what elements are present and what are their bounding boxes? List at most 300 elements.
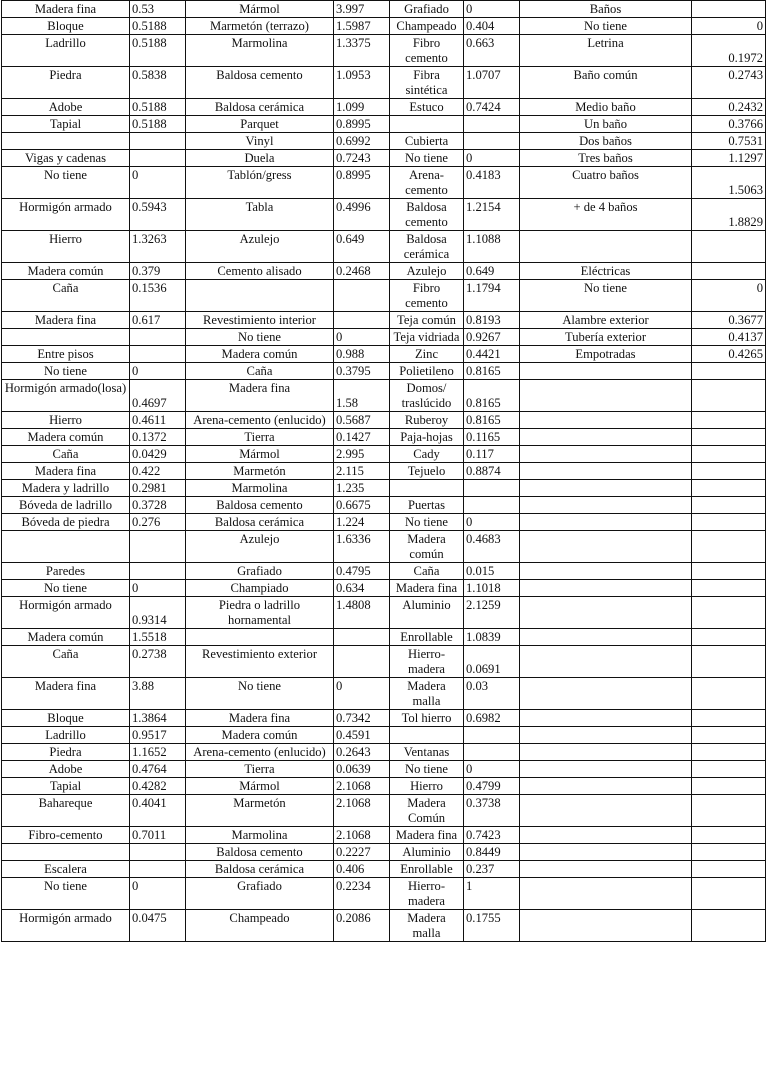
label-cell: Baldosa cemento bbox=[186, 844, 334, 861]
label-cell: Madera fina bbox=[2, 678, 130, 710]
value-cell: 1.58 bbox=[334, 380, 390, 412]
value-cell: 0.6675 bbox=[334, 497, 390, 514]
label-cell: Tierra bbox=[186, 761, 334, 778]
label-cell bbox=[2, 844, 130, 861]
label-cell bbox=[520, 580, 692, 597]
table-row bbox=[2, 744, 766, 761]
table-row bbox=[2, 363, 766, 380]
table-row bbox=[2, 312, 766, 329]
label-cell: Dos baños bbox=[520, 133, 692, 150]
value-cell bbox=[464, 480, 520, 497]
label-cell: Hierro bbox=[390, 778, 464, 795]
label-cell: Caña bbox=[390, 563, 464, 580]
label-cell bbox=[520, 710, 692, 727]
label-cell: Bloque bbox=[2, 710, 130, 727]
value-cell bbox=[334, 312, 390, 329]
label-cell: Zinc bbox=[390, 346, 464, 363]
value-cell: 0.2738 bbox=[130, 646, 186, 678]
value-cell: 1.3375 bbox=[334, 35, 390, 67]
value-cell bbox=[692, 861, 766, 878]
value-cell: 1.1652 bbox=[130, 744, 186, 761]
value-cell: 2.1259 bbox=[464, 597, 520, 629]
value-cell bbox=[692, 463, 766, 480]
label-cell: Adobe bbox=[2, 99, 130, 116]
value-cell: 0.422 bbox=[130, 463, 186, 480]
label-cell: Paredes bbox=[2, 563, 130, 580]
label-cell: No tiene bbox=[390, 150, 464, 167]
label-cell: Azulejo bbox=[186, 231, 334, 263]
label-cell: No tiene bbox=[186, 678, 334, 710]
label-cell: Enrollable bbox=[390, 629, 464, 646]
label-cell: Madera común bbox=[390, 531, 464, 563]
value-cell bbox=[334, 629, 390, 646]
table-row bbox=[2, 263, 766, 280]
table-row bbox=[2, 629, 766, 646]
label-cell: Marmetón bbox=[186, 795, 334, 827]
value-cell: 0 bbox=[130, 878, 186, 910]
table-row bbox=[2, 480, 766, 497]
value-cell: 1.5063 bbox=[692, 167, 766, 199]
label-cell bbox=[520, 531, 692, 563]
table-row bbox=[2, 580, 766, 597]
label-cell: Fibro cemento bbox=[390, 280, 464, 312]
value-cell: 0.8995 bbox=[334, 116, 390, 133]
label-cell: Piedra bbox=[2, 67, 130, 99]
label-cell: Baldosa cemento bbox=[390, 199, 464, 231]
value-cell: 0.4137 bbox=[692, 329, 766, 346]
table-row bbox=[2, 18, 766, 35]
label-cell bbox=[520, 480, 692, 497]
label-cell: Arena-cemento (enlucido) bbox=[186, 412, 334, 429]
value-cell bbox=[692, 827, 766, 844]
label-cell: Baño común bbox=[520, 67, 692, 99]
table-row bbox=[2, 531, 766, 563]
value-cell: 0.7342 bbox=[334, 710, 390, 727]
value-cell bbox=[692, 412, 766, 429]
value-cell: 0 bbox=[464, 1, 520, 18]
value-cell bbox=[692, 878, 766, 910]
value-cell: 0.3795 bbox=[334, 363, 390, 380]
label-cell: No tiene bbox=[520, 280, 692, 312]
value-cell: 3.88 bbox=[130, 678, 186, 710]
value-cell: 0.2981 bbox=[130, 480, 186, 497]
value-cell: 2.1068 bbox=[334, 827, 390, 844]
value-cell bbox=[130, 531, 186, 563]
label-cell: Madera malla bbox=[390, 678, 464, 710]
value-cell: 0.4799 bbox=[464, 778, 520, 795]
value-cell: 0.404 bbox=[464, 18, 520, 35]
label-cell: Baldosa cemento bbox=[186, 67, 334, 99]
label-cell: Madera fina bbox=[2, 312, 130, 329]
label-cell: Estuco bbox=[390, 99, 464, 116]
value-cell: 3.997 bbox=[334, 1, 390, 18]
value-cell: 0.117 bbox=[464, 446, 520, 463]
label-cell: Bóveda de piedra bbox=[2, 514, 130, 531]
value-cell: 0 bbox=[334, 678, 390, 710]
table-row bbox=[2, 35, 766, 67]
value-cell bbox=[692, 580, 766, 597]
label-cell: Hierro bbox=[2, 231, 130, 263]
label-cell bbox=[520, 563, 692, 580]
label-cell: Marmetón (terrazo) bbox=[186, 18, 334, 35]
value-cell: 0 bbox=[130, 580, 186, 597]
label-cell: Baldosa cerámica bbox=[186, 99, 334, 116]
value-cell bbox=[692, 795, 766, 827]
value-cell bbox=[692, 429, 766, 446]
value-cell: 1.1088 bbox=[464, 231, 520, 263]
label-cell: Hormigón armado(losa) bbox=[2, 380, 130, 412]
label-cell: Alambre exterior bbox=[520, 312, 692, 329]
value-cell: 2.995 bbox=[334, 446, 390, 463]
label-cell: Madera común bbox=[2, 263, 130, 280]
label-cell: Tapial bbox=[2, 778, 130, 795]
value-cell: 0.4996 bbox=[334, 199, 390, 231]
value-cell: 0 bbox=[334, 329, 390, 346]
label-cell: Madera común bbox=[186, 727, 334, 744]
value-cell: 0.1972 bbox=[692, 35, 766, 67]
table-row bbox=[2, 412, 766, 429]
value-cell: 0.0429 bbox=[130, 446, 186, 463]
value-cell: 1.0839 bbox=[464, 629, 520, 646]
value-cell: 1.5987 bbox=[334, 18, 390, 35]
label-cell: Champiado bbox=[186, 580, 334, 597]
value-cell: 0.988 bbox=[334, 346, 390, 363]
label-cell: Bóveda de ladrillo bbox=[2, 497, 130, 514]
value-cell: 0.4697 bbox=[130, 380, 186, 412]
value-cell bbox=[334, 646, 390, 678]
label-cell: Entre pisos bbox=[2, 346, 130, 363]
label-cell: Marmetón bbox=[186, 463, 334, 480]
value-cell: 0.5943 bbox=[130, 199, 186, 231]
label-cell bbox=[520, 861, 692, 878]
table-row bbox=[2, 1, 766, 18]
label-cell: Baldosa cerámica bbox=[186, 861, 334, 878]
value-cell: 1.4808 bbox=[334, 597, 390, 629]
table-row bbox=[2, 646, 766, 678]
label-cell: Piedra o ladrillo hornamental bbox=[186, 597, 334, 629]
label-cell bbox=[2, 329, 130, 346]
label-cell: Cuatro baños bbox=[520, 167, 692, 199]
label-cell: Bahareque bbox=[2, 795, 130, 827]
label-cell: Ladrillo bbox=[2, 727, 130, 744]
value-cell: 0.1165 bbox=[464, 429, 520, 446]
label-cell: Baldosa cemento bbox=[186, 497, 334, 514]
label-cell: Marmolina bbox=[186, 35, 334, 67]
label-cell bbox=[520, 646, 692, 678]
label-cell: Cemento alisado bbox=[186, 263, 334, 280]
value-cell: 0.0475 bbox=[130, 910, 186, 942]
label-cell: Caña bbox=[186, 363, 334, 380]
value-cell: 2.115 bbox=[334, 463, 390, 480]
label-cell: Fibro cemento bbox=[390, 35, 464, 67]
table-row bbox=[2, 463, 766, 480]
label-cell: Ventanas bbox=[390, 744, 464, 761]
label-cell: Madera fina bbox=[390, 580, 464, 597]
value-cell: 0.7011 bbox=[130, 827, 186, 844]
value-cell: 0.617 bbox=[130, 312, 186, 329]
table-row bbox=[2, 878, 766, 910]
value-cell bbox=[692, 844, 766, 861]
label-cell bbox=[520, 380, 692, 412]
label-cell: Hierro-madera bbox=[390, 878, 464, 910]
value-cell: 0.9314 bbox=[130, 597, 186, 629]
value-cell: 0.7531 bbox=[692, 133, 766, 150]
label-cell bbox=[520, 514, 692, 531]
value-cell bbox=[130, 861, 186, 878]
value-cell bbox=[692, 563, 766, 580]
value-cell: 0.5188 bbox=[130, 35, 186, 67]
value-cell: 0.8449 bbox=[464, 844, 520, 861]
value-cell: 0.8193 bbox=[464, 312, 520, 329]
value-cell: 0.379 bbox=[130, 263, 186, 280]
value-cell: 1.3263 bbox=[130, 231, 186, 263]
label-cell: No tiene bbox=[390, 514, 464, 531]
label-cell bbox=[520, 678, 692, 710]
label-cell: Madera común bbox=[2, 629, 130, 646]
label-cell: Arena-cemento (enlucido) bbox=[186, 744, 334, 761]
label-cell bbox=[390, 727, 464, 744]
value-cell: 1.6336 bbox=[334, 531, 390, 563]
value-cell bbox=[692, 727, 766, 744]
label-cell: Aluminio bbox=[390, 844, 464, 861]
value-cell: 1.1018 bbox=[464, 580, 520, 597]
value-cell: 0.4683 bbox=[464, 531, 520, 563]
label-cell: Tabla bbox=[186, 199, 334, 231]
table-row bbox=[2, 231, 766, 263]
label-cell bbox=[520, 778, 692, 795]
value-cell: 1.5518 bbox=[130, 629, 186, 646]
value-cell: 0.7424 bbox=[464, 99, 520, 116]
label-cell: Tol hierro bbox=[390, 710, 464, 727]
value-cell: 0.4591 bbox=[334, 727, 390, 744]
value-cell: 0.3728 bbox=[130, 497, 186, 514]
value-cell: 0.6982 bbox=[464, 710, 520, 727]
label-cell bbox=[520, 910, 692, 942]
label-cell: Revestimiento exterior bbox=[186, 646, 334, 678]
label-cell: Baldosa cerámica bbox=[390, 231, 464, 263]
table-row bbox=[2, 827, 766, 844]
value-cell bbox=[692, 531, 766, 563]
label-cell: Madera común bbox=[2, 429, 130, 446]
value-cell: 1.2154 bbox=[464, 199, 520, 231]
table-row bbox=[2, 910, 766, 942]
value-cell: 0.03 bbox=[464, 678, 520, 710]
value-cell bbox=[692, 1, 766, 18]
value-cell: 0 bbox=[692, 18, 766, 35]
label-cell bbox=[520, 744, 692, 761]
label-cell bbox=[2, 133, 130, 150]
label-cell: Teja común bbox=[390, 312, 464, 329]
value-cell: 1.0953 bbox=[334, 67, 390, 99]
table-row bbox=[2, 727, 766, 744]
value-cell: 0 bbox=[692, 280, 766, 312]
label-cell: Madera fina bbox=[2, 463, 130, 480]
label-cell: Azulejo bbox=[390, 263, 464, 280]
label-cell: Tierra bbox=[186, 429, 334, 446]
label-cell bbox=[520, 827, 692, 844]
table-row bbox=[2, 67, 766, 99]
label-cell bbox=[2, 531, 130, 563]
table-row bbox=[2, 99, 766, 116]
value-cell: 0.9267 bbox=[464, 329, 520, 346]
label-cell: Mármol bbox=[186, 1, 334, 18]
value-cell: 0.3738 bbox=[464, 795, 520, 827]
label-cell: Un baño bbox=[520, 116, 692, 133]
value-cell: 0 bbox=[464, 150, 520, 167]
table-body bbox=[2, 1, 766, 942]
value-cell bbox=[692, 480, 766, 497]
value-cell: 0.4265 bbox=[692, 346, 766, 363]
label-cell: Madera malla bbox=[390, 910, 464, 942]
value-cell: 0.2086 bbox=[334, 910, 390, 942]
label-cell: No tiene bbox=[2, 580, 130, 597]
value-cell bbox=[692, 380, 766, 412]
label-cell: Baños bbox=[520, 1, 692, 18]
value-cell: 0.5188 bbox=[130, 99, 186, 116]
label-cell: Vinyl bbox=[186, 133, 334, 150]
value-cell: 0.8165 bbox=[464, 380, 520, 412]
table-row bbox=[2, 514, 766, 531]
label-cell bbox=[520, 795, 692, 827]
value-cell bbox=[464, 116, 520, 133]
label-cell: Baldosa cerámica bbox=[186, 514, 334, 531]
label-cell: Caña bbox=[2, 280, 130, 312]
value-cell: 0.2432 bbox=[692, 99, 766, 116]
value-cell bbox=[692, 778, 766, 795]
value-cell bbox=[464, 727, 520, 744]
value-cell: 0.2743 bbox=[692, 67, 766, 99]
table-row bbox=[2, 778, 766, 795]
label-cell: Bloque bbox=[2, 18, 130, 35]
label-cell: Duela bbox=[186, 150, 334, 167]
value-cell: 0.4041 bbox=[130, 795, 186, 827]
value-cell bbox=[130, 329, 186, 346]
value-cell: 1.8829 bbox=[692, 199, 766, 231]
table-row bbox=[2, 497, 766, 514]
value-cell bbox=[130, 133, 186, 150]
value-cell: 0.4282 bbox=[130, 778, 186, 795]
label-cell: No tiene bbox=[186, 329, 334, 346]
label-cell: No tiene bbox=[390, 761, 464, 778]
table-row bbox=[2, 150, 766, 167]
value-cell: 1.3864 bbox=[130, 710, 186, 727]
label-cell: Madera fina bbox=[2, 1, 130, 18]
label-cell: Arena-cemento bbox=[390, 167, 464, 199]
value-cell bbox=[692, 363, 766, 380]
value-cell bbox=[692, 646, 766, 678]
table-row bbox=[2, 329, 766, 346]
label-cell bbox=[520, 597, 692, 629]
value-cell bbox=[334, 280, 390, 312]
value-cell: 0.3766 bbox=[692, 116, 766, 133]
value-cell: 0 bbox=[464, 514, 520, 531]
table-row bbox=[2, 861, 766, 878]
value-cell: 0.9517 bbox=[130, 727, 186, 744]
value-cell: 0.2643 bbox=[334, 744, 390, 761]
value-cell: 2.1068 bbox=[334, 778, 390, 795]
value-cell: 0.649 bbox=[464, 263, 520, 280]
value-cell: 0.5838 bbox=[130, 67, 186, 99]
value-cell: 0 bbox=[464, 761, 520, 778]
table-row bbox=[2, 167, 766, 199]
value-cell bbox=[692, 446, 766, 463]
value-cell bbox=[692, 761, 766, 778]
label-cell: Fibra sintética bbox=[390, 67, 464, 99]
label-cell bbox=[390, 480, 464, 497]
label-cell bbox=[390, 116, 464, 133]
table-row bbox=[2, 844, 766, 861]
value-cell: 0 bbox=[130, 363, 186, 380]
table-row bbox=[2, 795, 766, 827]
value-cell: 0.8165 bbox=[464, 363, 520, 380]
table-row bbox=[2, 133, 766, 150]
label-cell bbox=[520, 844, 692, 861]
value-cell: 0.8165 bbox=[464, 412, 520, 429]
label-cell: Madera fina bbox=[390, 827, 464, 844]
label-cell: Piedra bbox=[2, 744, 130, 761]
label-cell: Tejuelo bbox=[390, 463, 464, 480]
value-cell: 0.7243 bbox=[334, 150, 390, 167]
value-cell bbox=[464, 744, 520, 761]
value-cell bbox=[692, 497, 766, 514]
value-cell: 0.1755 bbox=[464, 910, 520, 942]
value-cell bbox=[130, 150, 186, 167]
value-cell: 0.3677 bbox=[692, 312, 766, 329]
value-cell: 0.4795 bbox=[334, 563, 390, 580]
value-cell: 1.0707 bbox=[464, 67, 520, 99]
label-cell: Champeado bbox=[390, 18, 464, 35]
value-cell: 0.5188 bbox=[130, 18, 186, 35]
value-cell: 0.663 bbox=[464, 35, 520, 67]
label-cell: Medio baño bbox=[520, 99, 692, 116]
label-cell: Ladrillo bbox=[2, 35, 130, 67]
value-cell: 0.5687 bbox=[334, 412, 390, 429]
value-cell: 0.2234 bbox=[334, 878, 390, 910]
label-cell: Azulejo bbox=[186, 531, 334, 563]
value-cell: 0.6992 bbox=[334, 133, 390, 150]
value-cell: 0.015 bbox=[464, 563, 520, 580]
label-cell: Grafiado bbox=[186, 878, 334, 910]
label-cell bbox=[520, 446, 692, 463]
table-row bbox=[2, 380, 766, 412]
value-cell bbox=[692, 514, 766, 531]
label-cell: + de 4 baños bbox=[520, 199, 692, 231]
value-cell: 0.237 bbox=[464, 861, 520, 878]
value-cell: 1.224 bbox=[334, 514, 390, 531]
label-cell: Paja-hojas bbox=[390, 429, 464, 446]
value-cell: 0.1372 bbox=[130, 429, 186, 446]
label-cell: Teja vidriada bbox=[390, 329, 464, 346]
value-cell: 0.53 bbox=[130, 1, 186, 18]
label-cell bbox=[520, 878, 692, 910]
value-cell: 0.8995 bbox=[334, 167, 390, 199]
label-cell: No tiene bbox=[520, 18, 692, 35]
table-row bbox=[2, 116, 766, 133]
coefficient-table bbox=[1, 0, 766, 942]
value-cell: 1.099 bbox=[334, 99, 390, 116]
label-cell: Enrollable bbox=[390, 861, 464, 878]
value-cell: 1.235 bbox=[334, 480, 390, 497]
label-cell bbox=[520, 463, 692, 480]
value-cell: 0.2468 bbox=[334, 263, 390, 280]
label-cell: Madera fina bbox=[186, 710, 334, 727]
label-cell bbox=[186, 629, 334, 646]
label-cell: Cady bbox=[390, 446, 464, 463]
label-cell: No tiene bbox=[2, 167, 130, 199]
label-cell: Vigas y cadenas bbox=[2, 150, 130, 167]
label-cell: Marmolina bbox=[186, 827, 334, 844]
value-cell bbox=[130, 844, 186, 861]
